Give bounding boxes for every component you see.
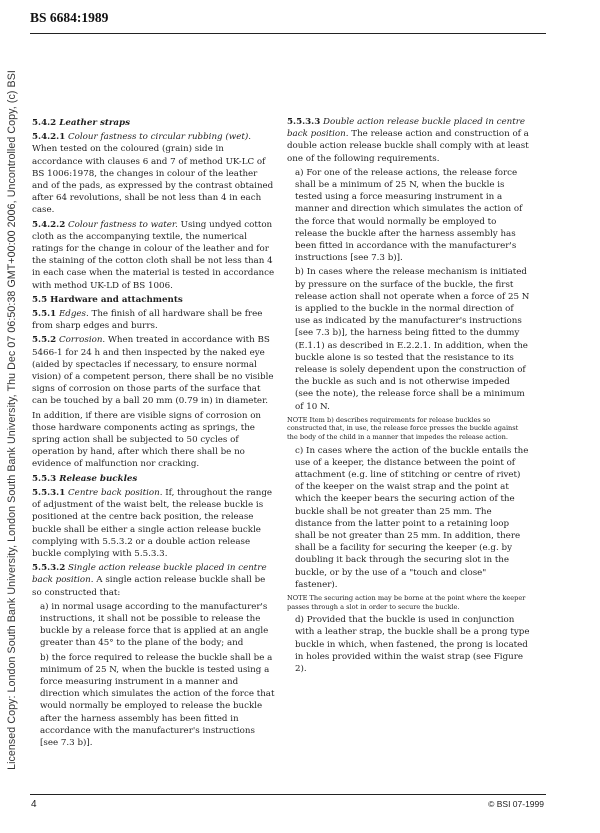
heading-5-4-2: 5.4.2 Leather straps (32, 118, 131, 128)
right-column (287, 116, 530, 677)
clause-5-4-2-1: 5.4.2.1 Colour fastness to circular rubbing (wet). When tested on the coloured (grain) side in accordance with clauses 6 and 7 of method UK-LC of BS 1006:1978, the changes in colour of the leather and of the pads, as expressed by the contrast obtained after 64 revolutions, shall be not less than 4 in each case. (32, 132, 274, 216)
watermark-text: Licensed Copy: London South Bank University, London South Bank University, Thu Dec 07 06:50:38 GMT+00:00 2006, Uncontrolled Copy, (c) BSI (6, 70, 18, 770)
clause-5-5-3-1: 5.5.3.1 Centre back position. If, throughout the range of adjustment of the waist belt, the release buckle is positioned at the centre back position, the release buckle shall be either a single action release buckle complying with 5.5.3.2 or a double action release buckle complying with 5.5.3.3. (32, 487, 273, 559)
clause-5-5-2: 5.5.2 Corrosion. When treated in accordance with BS 5466-1 for 24 h and then inspected by the naked eye (aided by spectacles if necessary, to ensure normal vision) of a competent person, there shall be no visible signs of corrosion on those parts of the surface that can be touched by a ball 20 mm (0.79 in) in diameter. (32, 335, 274, 407)
footer-rule (30, 794, 546, 795)
list-item-b: b) In cases where the release mechanism is initiated by pressure on the surface of the buckle, the first release action shall not operate when a force of 25 N is applied to the buckle in the normal direction of use as indicated by the manufacturer's instructions [see 7.3 b)], the harness being fitted to the dummy (E.1.1) as described in E.2.2.1. In addition, when the buckle alone is so tested that the resistance to its release is solely dependent upon the construction of the buckle as such and is not otherwise impeded (see the note), the release force shall be a minimum of 10 N. (295, 267, 530, 412)
clause-5-4-2-2: 5.4.2.2 Colour fastness to water. Using undyed cotton cloth as the accompanying textile, the numerical ratings for the change in colour of the leather and for the staining of the cotton cloth shall be not less than 4 in each case when the material is tested in accordance with method UK-LD of BS 1006. (32, 219, 275, 291)
clause-5-5-1: 5.5.1 Edges. The finish of all hardware shall be free from sharp edges and burrs. (32, 309, 263, 332)
page-number: 4 (31, 799, 37, 810)
heading-5-5: 5.5 Hardware and attachments (32, 294, 183, 305)
side-watermark (0, 0, 24, 833)
document-title: BS 6684:1989 (30, 10, 109, 25)
header-rule (30, 33, 546, 34)
list-item-d: d) Provided that the buckle is used in conjunction with a leather strap, the buckle shall be a prong type buckle in which, when fastened, the prong is located in holes provided within the waist strap (see Figure 2). (295, 615, 530, 675)
copyright-notice: © BSI 07-1999 (488, 799, 544, 809)
note: NOTE Item b) describes requirements for release buckles so constructed that, in use, the release force presses the buckle against the body of the child in a manner that impedes the release action. (287, 415, 519, 442)
heading-5-5-3: 5.5.3 Release buckles (32, 473, 138, 484)
left-column (32, 116, 275, 751)
clause-5-5-3-3: 5.5.3.3 Double action release buckle placed in centre back position. The release action and construction of a double action release buckle shall comply with at least one of the following requirements. (287, 117, 529, 164)
note: NOTE The securing action may be borne at the point where the keeper passes through a slot in order to secure the buckle. (287, 594, 526, 611)
list-item-c: c) In cases where the action of the buckle entails the use of a keeper, the distance between the point of attachment (e.g. line of stitching or centre of rivet) of the keeper on the waist strap and the point at which the keeper bears the securing action of the buckle shall be not greater than 25 mm. The distance from the latter point to a retaining loop shall be not greater than 25 mm. In addition, there shall be a facility for securing the keeper (e.g. by doubling it back through the securing slot in the buckle, or by the use of a "touch and close" fastener). (295, 445, 529, 590)
clause-5-5-2-paragraph-2: In addition, if there are visible signs of corrosion on those hardware components acting as springs, the spring action shall be subjected to 50 cycles of operation by hand, after which there shall be no evidence of malfunction nor cracking. (32, 410, 262, 470)
clause-5-5-3-2: 5.5.3.2 Single action release buckle placed in centre back position. A single action release buckle shall be so constructed that: (32, 563, 267, 598)
list-item-a: a) For one of the release actions, the release force shall be a minimum of 25 N, when the buckle is tested using a force measuring instrument in a manner and direction which simulates the action of the force that would normally be employed to release the buckle after the harness assembly has been fitted in accordance with the manufacturer's instructions [see 7.3 b)]. (295, 167, 523, 264)
list-item-a: a) in normal usage according to the manufacturer's instructions, it shall not be possible to release the buckle by a release force that is applied at an angle greater than 45° to the plane of the body; and (40, 601, 269, 649)
list-item-b: b) the force required to release the buckle shall be a minimum of 25 N, when the buckle is tested using a force measuring instrument in a manner and direction which simulates the action of the force that would normally be employed to release the buckle after the harness assembly has been fitted in accordance with the manufacturer's instructions [see 7.3 b)]. (40, 652, 275, 748)
